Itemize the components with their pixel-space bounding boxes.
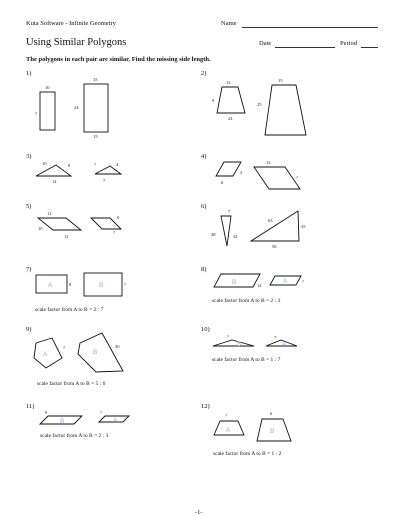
figure-name: A xyxy=(226,427,231,434)
side-label: 7 xyxy=(103,178,106,183)
period-label: Period xyxy=(340,40,357,47)
pentagon-a xyxy=(34,338,62,368)
instructions: The polygons in each pair are similar. Find the missing side length. xyxy=(26,56,211,63)
figure-name: A xyxy=(43,351,48,358)
figure-name: A xyxy=(48,282,53,289)
side-label: ? xyxy=(302,279,304,284)
scale-factor-caption: scale factor from A to B = 2 : 3 xyxy=(212,298,281,304)
problem-3-figures xyxy=(36,161,121,184)
triangle-a xyxy=(213,340,254,346)
figure-name: B xyxy=(237,341,242,348)
problem-10-figures xyxy=(213,334,297,348)
problem-9-figures xyxy=(34,333,123,372)
software-name: Kuta Software - Infinite Geometry xyxy=(26,20,116,27)
side-label: 9 xyxy=(212,98,215,103)
trapezoid-b xyxy=(265,85,306,135)
side-label: 56 xyxy=(272,244,277,249)
page-title: Using Similar Polygons xyxy=(26,37,127,48)
problem-4-figures xyxy=(216,160,300,189)
side-label: ? xyxy=(124,282,126,287)
side-label: ? xyxy=(296,175,298,180)
problem-number: 1) xyxy=(26,70,32,77)
scale-factor-caption: scale factor from A to B = 2 : 3 xyxy=(40,433,109,439)
parallelogram-b xyxy=(254,167,300,189)
name-label: Name xyxy=(221,20,237,27)
problem-number: 8) xyxy=(201,266,207,273)
parallelogram-a xyxy=(216,162,241,176)
side-label: 10 xyxy=(38,226,43,231)
problem-number: 9) xyxy=(26,326,32,333)
scale-factor-caption: scale factor from A to B = 1 : 7 xyxy=(212,357,281,363)
side-label: 8 xyxy=(69,282,72,287)
problem-number: 3) xyxy=(26,153,32,160)
problem-11-figures xyxy=(40,410,129,425)
scale-factor-caption: scale factor from A to B = 5 : 6 xyxy=(37,381,106,387)
problem-number: 12) xyxy=(201,403,210,410)
problem-number: 7) xyxy=(26,266,32,273)
triangle-a xyxy=(221,216,231,246)
rectangle-b xyxy=(84,84,108,132)
problem-1-figures xyxy=(35,77,108,139)
problem-number: 5) xyxy=(26,203,32,210)
problem-5-figures xyxy=(38,211,121,239)
problem-number: 2) xyxy=(201,70,207,77)
side-label: 24 xyxy=(228,116,233,121)
side-label: 15 xyxy=(93,134,98,139)
parallelogram-a xyxy=(214,274,260,287)
problem-7-figures xyxy=(36,273,126,296)
scale-factor-caption: scale factor from A to B = 2 : 7 xyxy=(35,307,104,313)
side-label: 12 xyxy=(257,283,262,288)
problem-8-figures xyxy=(214,274,304,288)
side-label: 12 xyxy=(226,80,231,85)
side-label: ? xyxy=(113,230,115,235)
side-label: ? xyxy=(94,162,96,167)
pentagon-b xyxy=(78,333,123,372)
side-label: 7 xyxy=(274,335,277,340)
figure-name: A xyxy=(283,278,288,285)
side-label: 48 xyxy=(211,232,216,237)
side-label: 63 xyxy=(268,218,273,223)
side-label: 34 xyxy=(233,234,238,239)
side-label: ? xyxy=(225,413,227,418)
problem-6-figures xyxy=(211,209,306,249)
date-label: Date xyxy=(259,40,272,47)
problem-2-figures xyxy=(212,78,306,135)
side-label: ? xyxy=(227,334,229,339)
side-label: 8 xyxy=(68,163,71,168)
figure-name: B xyxy=(99,282,104,289)
figure-name: A xyxy=(282,341,287,348)
side-label: 30 xyxy=(115,344,120,349)
side-label: ? xyxy=(35,111,37,116)
figure-name: B xyxy=(93,349,98,356)
problem-number: 11) xyxy=(26,403,35,410)
side-label: 9 xyxy=(45,410,48,415)
figure-name: B xyxy=(60,418,65,425)
side-label: 3 xyxy=(240,170,243,175)
side-label: 12 xyxy=(266,160,271,165)
problem-number: 10) xyxy=(201,326,210,333)
scale-factor-caption: scale factor from A to B = 1 : 2 xyxy=(213,451,282,457)
problem-number: 4) xyxy=(201,153,207,160)
triangle-b xyxy=(95,166,121,174)
figure-name: B xyxy=(232,279,237,286)
side-label: 12 xyxy=(47,211,52,216)
side-label: 6 xyxy=(270,411,273,416)
side-label: 7 xyxy=(228,209,231,214)
problem-12-figures xyxy=(214,411,291,441)
side-label: 24 xyxy=(74,105,79,110)
side-label: 6 xyxy=(221,180,224,185)
side-label: 6 xyxy=(117,215,120,220)
side-label: 15 xyxy=(93,77,98,82)
side-label: 10 xyxy=(45,85,50,90)
parallelogram-a xyxy=(38,218,81,230)
triangle-b xyxy=(251,211,299,241)
rectangle-a xyxy=(40,92,55,130)
side-label: 35 xyxy=(301,224,306,229)
figure-name: B xyxy=(270,428,275,435)
trapezoid-a xyxy=(217,87,245,113)
figure-name: A xyxy=(113,417,118,424)
problem-number: 6) xyxy=(201,203,207,210)
triangle-a xyxy=(36,165,71,176)
side-label: 4 xyxy=(116,162,119,167)
side-label: 14 xyxy=(52,179,57,184)
side-label: 12 xyxy=(64,234,69,239)
side-label: 10 xyxy=(42,161,47,166)
side-label: ? xyxy=(63,345,65,350)
page-number: -1- xyxy=(195,509,203,516)
side-label: ? xyxy=(100,410,102,415)
side-label: 25 xyxy=(257,102,262,107)
side-label: 15 xyxy=(278,78,283,83)
